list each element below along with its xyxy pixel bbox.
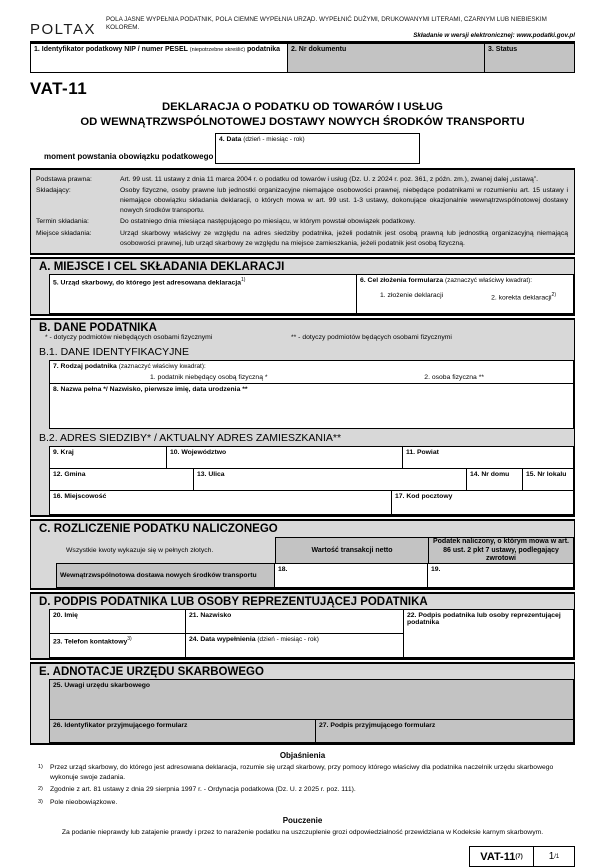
legal-label: Termin składania: xyxy=(36,218,89,226)
footnote-3-marker: 3) xyxy=(38,798,43,805)
field-25-label: 25. Uwagi urzędu skarbowego xyxy=(53,682,151,690)
column-header-podatek-naliczony: Podatek naliczony, o którym mowa w art. 86 ust. 2 pkt 7 ustawy, podlegający zwrotowi xyxy=(428,537,574,564)
row-label-dostawa-transportu: Wewnątrzwspólnotowa dostawa nowych środków transportu xyxy=(56,563,275,588)
legal-basis-panel xyxy=(30,168,575,255)
efiling-note: Składanie w wersji elektronicznej: www.podatki.gov.pl xyxy=(413,32,575,40)
field-7-note: (zaznaczyć właściwy kwadrat): xyxy=(118,363,206,371)
field-5-footnote-ref: 1) xyxy=(241,277,246,284)
row-field-7 xyxy=(49,360,574,384)
column-header-wartosc-netto: Wartość transakcji netto xyxy=(275,537,429,564)
option-zlozenie-deklaracji[interactable]: 1. złożenie deklaracji xyxy=(380,292,444,300)
field-15-nr-lokalu[interactable] xyxy=(522,468,574,491)
field-23-footnote-ref: 3) xyxy=(127,636,132,643)
field-11-powiat[interactable] xyxy=(402,446,574,469)
field-21-nazwisko[interactable] xyxy=(186,610,404,634)
pouczenie-text: Za podanie nieprawdy lub zatajenie prawdy i przez to narażenie podatku na uszczuplenie grozi odpowiedzialność przewidziana w Kodeksie karnym skarbowym. xyxy=(61,829,544,837)
row-field-8 xyxy=(49,383,574,429)
section-e xyxy=(30,662,575,745)
field-4-label: 4. Data xyxy=(219,135,242,143)
footnote-3 xyxy=(30,798,575,808)
form-title-line1: DEKLARACJA O PODATKU OD TOWARÓW I USŁUG xyxy=(162,101,443,114)
field-6-cel-zlozenia xyxy=(356,274,574,314)
address-row-2 xyxy=(49,468,574,491)
footer-form-code xyxy=(469,846,535,867)
field-16-miejscowosc[interactable] xyxy=(49,490,392,515)
tax-moment-row xyxy=(30,132,575,166)
field-5-urzad-skarbowy[interactable] xyxy=(49,274,357,314)
field-24-note: (dzień - miesiąc - rok) xyxy=(257,636,319,644)
field-15-label: 15. Nr lokalu xyxy=(526,471,567,479)
footnote-3-text: Pole nieobowiązkowe. xyxy=(50,798,118,806)
field-25-uwagi-urzedu xyxy=(49,679,574,720)
field-8-label: 8. Nazwa pełna */ Nazwisko, pierwsze imię, data urodzenia ** xyxy=(53,386,248,394)
field-6-label: 6. Cel złożenia formularza xyxy=(360,277,444,285)
field-1-suffix: podatnika xyxy=(247,46,281,54)
section-e-title: E. ADNOTACJE URZĘDU SKARBOWEGO xyxy=(39,666,264,679)
field-13-ulica[interactable] xyxy=(193,468,467,491)
legal-text: Osoby fizyczne, osoby prawne lub jednostki organizacyjne niemające osobowości prawnej, niebędące podatnikami w rozumieniu art. 15 ustawy i niemające obowiązku składania deklaracji, o których mowa w art. 99 ust. 1-3 ustawy, dokonujące okazjonalnie wewnątrzwspólnotowej dostawy nowych środków transportu. xyxy=(120,187,568,214)
form-title xyxy=(30,100,575,129)
field-9-kraj[interactable] xyxy=(49,446,167,469)
field-19-podatek-naliczony[interactable] xyxy=(427,563,574,588)
field-13-label: 13. Ulica xyxy=(197,471,225,479)
objasnienia-heading: Objaśnienia xyxy=(279,751,326,761)
legal-label: Miejsce składania: xyxy=(36,229,92,237)
field-8-nazwa-pelna[interactable] xyxy=(49,383,574,429)
poltax-logo: POLTAX xyxy=(30,21,96,39)
field-4-data[interactable] xyxy=(215,133,420,164)
legal-row-miejsce xyxy=(36,229,568,248)
section-d xyxy=(30,592,575,660)
identifier-row xyxy=(30,41,575,73)
field-22-podpis-podatnika[interactable] xyxy=(404,610,574,658)
field-27-label: 27. Podpis przyjmującego formularz xyxy=(319,722,436,730)
section-b2-title: B.2. ADRES SIEDZIBY* / AKTUALNY ADRES ZAMIESZKANIA** xyxy=(39,432,342,445)
footnote-2 xyxy=(30,785,575,795)
row-label-wrap xyxy=(31,563,275,588)
field-2-nr-dokumentu xyxy=(287,43,485,73)
field-26-identyfikator xyxy=(49,719,316,743)
section-c-header-row xyxy=(31,537,574,564)
section-b1-title: B.1. DANE IDENTYFIKACYJNE xyxy=(39,346,189,359)
section-a xyxy=(30,257,575,316)
field-23-label: 23. Telefon kontaktowy xyxy=(53,638,128,646)
section-b-title: B. DANE PODATNIKA xyxy=(39,322,157,335)
field-17-kod-pocztowy[interactable] xyxy=(391,490,574,515)
section-a-title: A. MIEJSCE I CEL SKŁADANIA DEKLARACJI xyxy=(39,261,285,274)
legal-label: Podstawa prawna: xyxy=(36,175,92,183)
field-14-nr-domu[interactable] xyxy=(466,468,523,491)
section-c-data-row xyxy=(31,563,574,588)
field-7-rodzaj-podatnika xyxy=(49,360,574,384)
field-20-imie[interactable] xyxy=(50,610,186,634)
footnote-2-text: Zgodnie z art. 81 ustawy z dnia 29 sierpnia 1997 r. - Ordynacja podatkowa (Dz. U. z 2025 r. poz. 111). xyxy=(50,786,356,794)
field-24-data-wypelnienia[interactable] xyxy=(186,634,404,658)
form-header xyxy=(30,16,575,39)
footnote-1 xyxy=(30,763,575,782)
footer-page-number xyxy=(533,846,575,867)
section-c-title: C. ROZLICZENIE PODATKU NALICZONEGO xyxy=(39,523,278,536)
legal-text: Art. 99 ust. 11 ustawy z dnia 11 marca 2004 r. o podatku od towarów i usług (Dz. U. z 2024 r. poz. 361, z późn. zm.), zwanej dalej „ustawą”. xyxy=(120,175,538,183)
field-24-label: 24. Data wypełnienia xyxy=(189,636,256,644)
note-non-individuals: * - dotyczy podmiotów niebędących osobami fizycznymi xyxy=(45,334,213,342)
row-field-25 xyxy=(49,679,574,720)
footnote-1-text: Przez urząd skarbowy, do którego jest adresowana deklaracja, rozumie się urząd skarbowy, przy pomocy którego właściwy dla podatnika naczelnik urzędu skarbowego wykonuje swoje zadania. xyxy=(50,764,554,781)
field-2-label: 2. Nr dokumentu xyxy=(291,46,347,54)
field-21-label: 21. Nazwisko xyxy=(189,612,232,620)
option-podatnik-niebedacy-osoba-fizyczna[interactable]: 1. podatnik niebędący osobą fizyczną * xyxy=(150,374,268,382)
field-14-label: 14. Nr domu xyxy=(470,471,510,479)
footer-page-current: 1 xyxy=(548,851,555,863)
legal-label: Składający: xyxy=(36,187,71,195)
field-1-note: (niepotrzebne skreślić) xyxy=(189,47,246,54)
field-3-label: 3. Status xyxy=(488,46,518,54)
header-instructions xyxy=(106,16,575,39)
field-4-note: (dzień - miesiąc - rok) xyxy=(243,135,305,143)
moment-label: moment powstania obowiązku podatkowego xyxy=(44,151,214,161)
option-osoba-fizyczna[interactable]: 2. osoba fizyczna ** xyxy=(424,374,484,382)
field-1-label: 1. Identyfikator podatkowy NIP / numer PESEL xyxy=(34,46,188,54)
field-3-status xyxy=(484,43,575,73)
field-10-wojewodztwo[interactable] xyxy=(166,446,403,469)
field-7-label: 7. Rodzaj podatnika xyxy=(53,363,117,371)
legal-text: Urząd skarbowy właściwy ze względu na adres siedziby podatnika, jeżeli podatnik jest osobą prawną lub jednostką organizacyjną niemającą osobowości prawnej, lub urząd skarbowy ze względu na miejsce zamieszkania, jeżeli podatnik jest osobą fizyczną. xyxy=(120,229,568,247)
option-korekta-label: 2. korekta deklaracji xyxy=(491,294,552,302)
pouczenie-heading: Pouczenie xyxy=(282,816,323,826)
field-12-label: 12. Gmina xyxy=(53,471,86,479)
section-d-fields xyxy=(49,609,574,658)
footnote-2-marker: 2) xyxy=(38,786,43,793)
field-27-podpis-przyjmujacego xyxy=(315,719,574,743)
option-korekta-deklaracji[interactable] xyxy=(491,292,556,301)
field-18-wartosc-netto[interactable] xyxy=(274,563,428,588)
field-23-telefon[interactable] xyxy=(50,634,186,658)
address-row-1 xyxy=(49,446,574,469)
footer-version: (7) xyxy=(515,853,523,860)
legal-row-termin xyxy=(36,217,568,227)
footnote-1-marker: 1) xyxy=(38,764,43,771)
legal-row-skladajacy xyxy=(36,186,568,215)
section-c xyxy=(30,519,575,590)
option-korekta-footnote-ref: 2) xyxy=(551,292,556,299)
section-b-notes xyxy=(31,334,574,343)
field-1-nip-pesel[interactable] xyxy=(30,43,288,73)
field-17-label: 17. Kod pocztowy xyxy=(395,493,453,501)
fill-instruction-text: POLA JASNE WYPEŁNIA PODATNIK, POLA CIEMNE WYPEŁNIA URZĄD. WYPEŁNIĆ DUŻYMI, DRUKOWANYMI LITERAMI, CZARNYM LUB NIEBIESKIM KOLOREM. xyxy=(105,16,547,32)
legal-text: Do ostatniego dnia miesiąca następującego po miesiącu, w którym powstał obowiązek podatkowy. xyxy=(120,218,416,226)
amounts-note: Wszystkie kwoty wykazuje się w pełnych złotych. xyxy=(66,547,214,555)
section-d-title: D. PODPIS PODATNIKA LUB OSOBY REPREZENTUJĄCEJ PODATNIKA xyxy=(39,596,428,609)
legal-row-podstawa xyxy=(36,175,568,185)
field-22-label: 22. Podpis podatnika lub osoby reprezentującej podatnika xyxy=(407,612,561,627)
field-26-label: 26. Identyfikator przyjmującego formularz xyxy=(53,722,188,730)
field-9-label: 9. Kraj xyxy=(53,449,74,457)
form-title-line2: OD WEWNĄTRZWSPÓLNOTOWEJ DOSTAWY NOWYCH ŚRODKÓW TRANSPORTU xyxy=(80,116,525,129)
address-row-3 xyxy=(49,490,574,515)
field-20-label: 20. Imię xyxy=(53,612,78,620)
note-individuals: ** - dotyczy podmiotów będących osobami fizycznymi xyxy=(291,334,452,342)
section-a-fields xyxy=(49,274,574,314)
footer-code-text: VAT-11 xyxy=(480,850,516,863)
field-12-gmina[interactable] xyxy=(49,468,194,491)
field-11-label: 11. Powiat xyxy=(406,449,439,457)
field-10-label: 10. Województwo xyxy=(170,449,227,457)
field-6-note: (zaznaczyć właściwy kwadrat): xyxy=(445,277,533,285)
footer-page-total: /1 xyxy=(554,853,560,860)
form-footer xyxy=(30,846,575,867)
field-18-label: 18. xyxy=(278,566,288,574)
section-b xyxy=(30,318,575,517)
field-5-label: 5. Urząd skarbowy, do którego jest adresowana deklaracja xyxy=(53,279,241,287)
form-code: VAT-11 xyxy=(30,79,88,99)
field-16-label: 16. Miejscowość xyxy=(53,493,107,501)
row-fields-26-27 xyxy=(49,719,574,743)
field-19-label: 19. xyxy=(431,566,441,574)
